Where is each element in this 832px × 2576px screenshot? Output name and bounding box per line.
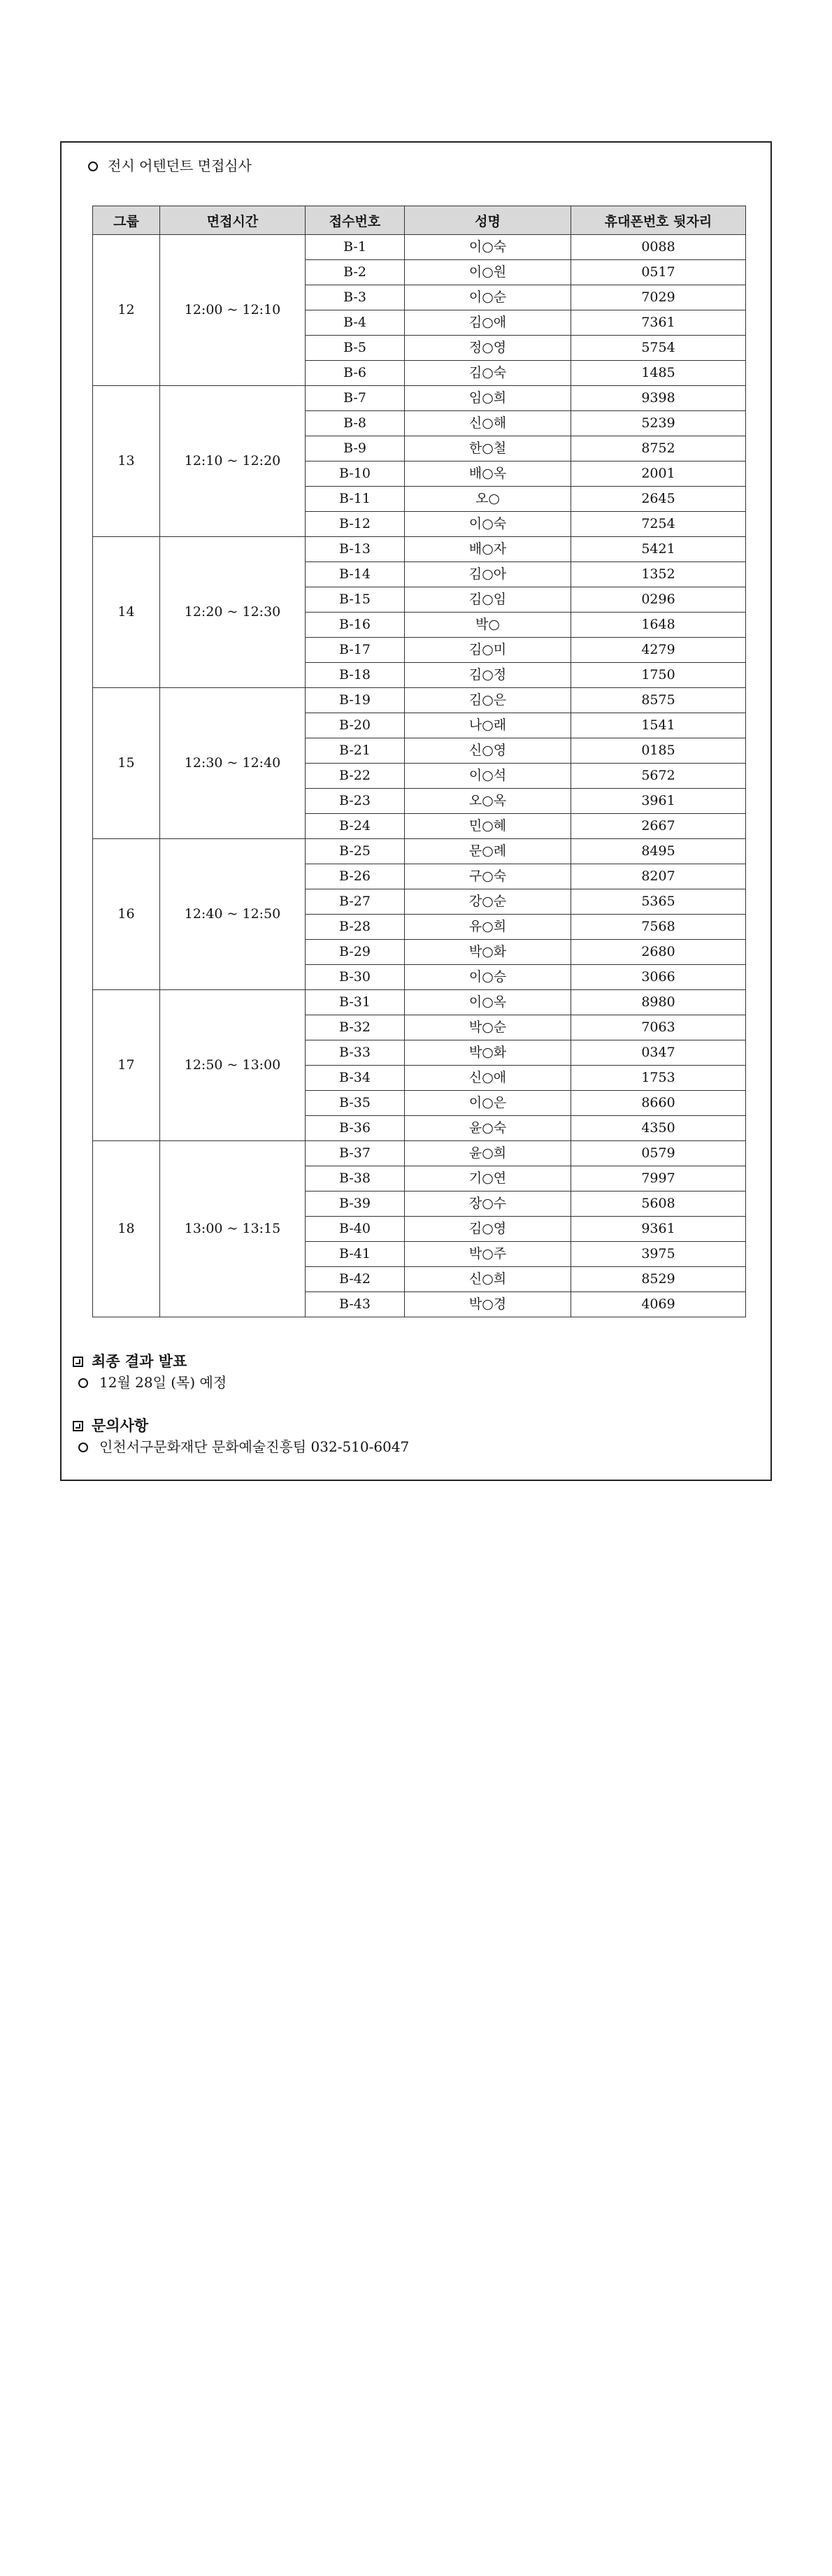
phone-last-digits: 2001 [571,461,746,487]
interview-time: 12:10 ~ 12:20 [160,386,306,537]
application-number: B-22 [306,764,405,789]
application-number: B-6 [306,361,405,386]
final-result-title: 최종 결과 발표 [92,1352,187,1370]
phone-last-digits: 8752 [571,436,746,461]
application-number: B-35 [306,1091,405,1116]
applicant-name: 이○원 [405,260,571,285]
group-number: 18 [93,1141,160,1317]
application-number: B-9 [306,436,405,461]
phone-last-digits: 0185 [571,738,746,764]
application-number: B-43 [306,1292,405,1317]
phone-last-digits: 9361 [571,1217,746,1242]
application-number: B-17 [306,638,405,663]
phone-last-digits: 4069 [571,1292,746,1317]
phone-last-digits: 5672 [571,764,746,789]
applicant-name: 박○화 [405,940,571,965]
application-number: B-16 [306,613,405,638]
application-number: B-11 [306,487,405,512]
applicant-name: 정○영 [405,336,571,361]
application-number: B-34 [306,1066,405,1091]
applicant-name: 박○ [405,613,571,638]
applicant-name: 김○임 [405,587,571,613]
phone-last-digits: 5608 [571,1192,746,1217]
phone-last-digits: 4279 [571,638,746,663]
phone-last-digits: 1541 [571,713,746,738]
application-number: B-3 [306,285,405,310]
applicant-name: 박○화 [405,1040,571,1066]
table-row [93,688,746,713]
phone-last-digits: 8660 [571,1091,746,1116]
group-number: 14 [93,537,160,688]
header-phone: 휴대폰번호 뒷자리 [571,206,746,235]
applicant-name: 이○숙 [405,512,571,537]
application-number: B-14 [306,562,405,587]
phone-last-digits: 5365 [571,889,746,915]
final-result-heading [73,1352,187,1371]
group-number: 17 [93,990,160,1141]
application-number: B-8 [306,411,405,436]
phone-last-digits: 5239 [571,411,746,436]
contact-line [78,1438,409,1456]
checkbox-square-icon [73,1357,83,1367]
applicant-name: 강○순 [405,889,571,915]
application-number: B-25 [306,839,405,864]
applicant-name: 구○숙 [405,864,571,889]
phone-last-digits: 8575 [571,688,746,713]
applicant-name: 김○숙 [405,361,571,386]
group-number: 13 [93,386,160,537]
application-number: B-13 [306,537,405,562]
applicant-name: 이○순 [405,285,571,310]
interview-time: 13:00 ~ 13:15 [160,1141,306,1317]
header-group: 그룹 [93,206,160,235]
applicant-name: 배○옥 [405,461,571,487]
application-number: B-5 [306,336,405,361]
phone-last-digits: 3961 [571,789,746,814]
application-number: B-38 [306,1166,405,1192]
group-number: 12 [93,235,160,386]
interview-time: 12:30 ~ 12:40 [160,688,306,839]
phone-last-digits: 1352 [571,562,746,587]
application-number: B-31 [306,990,405,1015]
application-number: B-37 [306,1141,405,1166]
final-result-text: 12월 28일 (목) 예정 [99,1374,227,1391]
application-number: B-30 [306,965,405,990]
application-number: B-33 [306,1040,405,1066]
header-id: 접수번호 [306,206,405,235]
applicant-name: 한○철 [405,436,571,461]
phone-last-digits: 3975 [571,1242,746,1267]
application-number: B-2 [306,260,405,285]
table-row [93,1141,746,1166]
application-number: B-23 [306,789,405,814]
application-number: B-12 [306,512,405,537]
group-number: 16 [93,839,160,990]
applicant-name: 김○아 [405,562,571,587]
phone-last-digits: 7254 [571,512,746,537]
application-number: B-4 [306,310,405,336]
interview-time: 12:00 ~ 12:10 [160,235,306,386]
applicant-name: 김○정 [405,663,571,688]
application-number: B-26 [306,864,405,889]
application-number: B-27 [306,889,405,915]
phone-last-digits: 0347 [571,1040,746,1066]
phone-last-digits: 7997 [571,1166,746,1192]
table-header-row [93,206,746,235]
phone-last-digits: 0579 [571,1141,746,1166]
interview-time: 12:50 ~ 13:00 [160,990,306,1141]
phone-last-digits: 8980 [571,990,746,1015]
applicant-name: 이○승 [405,965,571,990]
phone-last-digits: 8495 [571,839,746,864]
phone-last-digits: 0088 [571,235,746,260]
interview-time: 12:20 ~ 12:30 [160,537,306,688]
application-number: B-15 [306,587,405,613]
application-number: B-19 [306,688,405,713]
contact-heading [73,1417,148,1435]
applicant-name: 박○주 [405,1242,571,1267]
application-number: B-32 [306,1015,405,1040]
contact-title: 문의사항 [92,1417,149,1434]
phone-last-digits: 0296 [571,587,746,613]
circle-bullet-icon [88,162,98,171]
application-number: B-42 [306,1267,405,1292]
application-number: B-21 [306,738,405,764]
application-number: B-40 [306,1217,405,1242]
applicant-name: 기○연 [405,1166,571,1192]
applicant-name: 오○옥 [405,789,571,814]
application-number: B-20 [306,713,405,738]
application-number: B-39 [306,1192,405,1217]
applicant-name: 김○은 [405,688,571,713]
table-row [93,537,746,562]
applicant-name: 유○희 [405,915,571,940]
table-row [93,235,746,260]
section-title: 전시 어텐던트 면접심사 [108,157,252,174]
applicant-name: 이○석 [405,764,571,789]
applicant-name: 김○애 [405,310,571,336]
applicant-name: 민○혜 [405,814,571,839]
phone-last-digits: 7568 [571,915,746,940]
applicant-name: 박○순 [405,1015,571,1040]
applicant-name: 신○해 [405,411,571,436]
application-number: B-36 [306,1116,405,1141]
application-number: B-18 [306,663,405,688]
applicant-name: 윤○희 [405,1141,571,1166]
header-time: 면접시간 [160,206,306,235]
application-number: B-10 [306,461,405,487]
applicant-name: 이○옥 [405,990,571,1015]
phone-last-digits: 1485 [571,361,746,386]
phone-last-digits: 2680 [571,940,746,965]
circle-bullet-icon [78,1443,88,1452]
applicant-name: 신○애 [405,1066,571,1091]
applicant-name: 이○숙 [405,235,571,260]
applicant-name: 배○자 [405,537,571,562]
table-body [93,235,746,1317]
applicant-name: 박○경 [405,1292,571,1317]
application-number: B-1 [306,235,405,260]
contact-text: 인천서구문화재단 문화예술진흥팀 032-510-6047 [99,1438,410,1455]
applicant-name: 김○영 [405,1217,571,1242]
table-row [93,839,746,864]
phone-last-digits: 8207 [571,864,746,889]
section-heading [88,157,252,175]
phone-last-digits: 7361 [571,310,746,336]
applicant-name: 임○희 [405,386,571,411]
phone-last-digits: 1750 [571,663,746,688]
phone-last-digits: 1648 [571,613,746,638]
header-name: 성명 [405,206,571,235]
application-number: B-7 [306,386,405,411]
application-number: B-41 [306,1242,405,1267]
applicant-name: 이○은 [405,1091,571,1116]
final-result-line [78,1373,227,1391]
phone-last-digits: 8529 [571,1267,746,1292]
group-number: 15 [93,688,160,839]
application-number: B-28 [306,915,405,940]
phone-last-digits: 5421 [571,537,746,562]
phone-last-digits: 7029 [571,285,746,310]
phone-last-digits: 0517 [571,260,746,285]
applicant-name: 오○ [405,487,571,512]
checkbox-square-icon [73,1421,83,1431]
phone-last-digits: 3066 [571,965,746,990]
phone-last-digits: 7063 [571,1015,746,1040]
interview-time: 12:40 ~ 12:50 [160,839,306,990]
phone-last-digits: 9398 [571,386,746,411]
application-number: B-29 [306,940,405,965]
interview-schedule-table [92,206,746,1317]
phone-last-digits: 4350 [571,1116,746,1141]
phone-last-digits: 5754 [571,336,746,361]
phone-last-digits: 2667 [571,814,746,839]
application-number: B-24 [306,814,405,839]
applicant-name: 장○수 [405,1192,571,1217]
applicant-name: 김○미 [405,638,571,663]
phone-last-digits: 1753 [571,1066,746,1091]
table-row [93,990,746,1015]
applicant-name: 신○영 [405,738,571,764]
applicant-name: 나○래 [405,713,571,738]
phone-last-digits: 2645 [571,487,746,512]
applicant-name: 신○희 [405,1267,571,1292]
table-row [93,386,746,411]
circle-bullet-icon [78,1378,88,1388]
applicant-name: 문○례 [405,839,571,864]
applicant-name: 윤○숙 [405,1116,571,1141]
